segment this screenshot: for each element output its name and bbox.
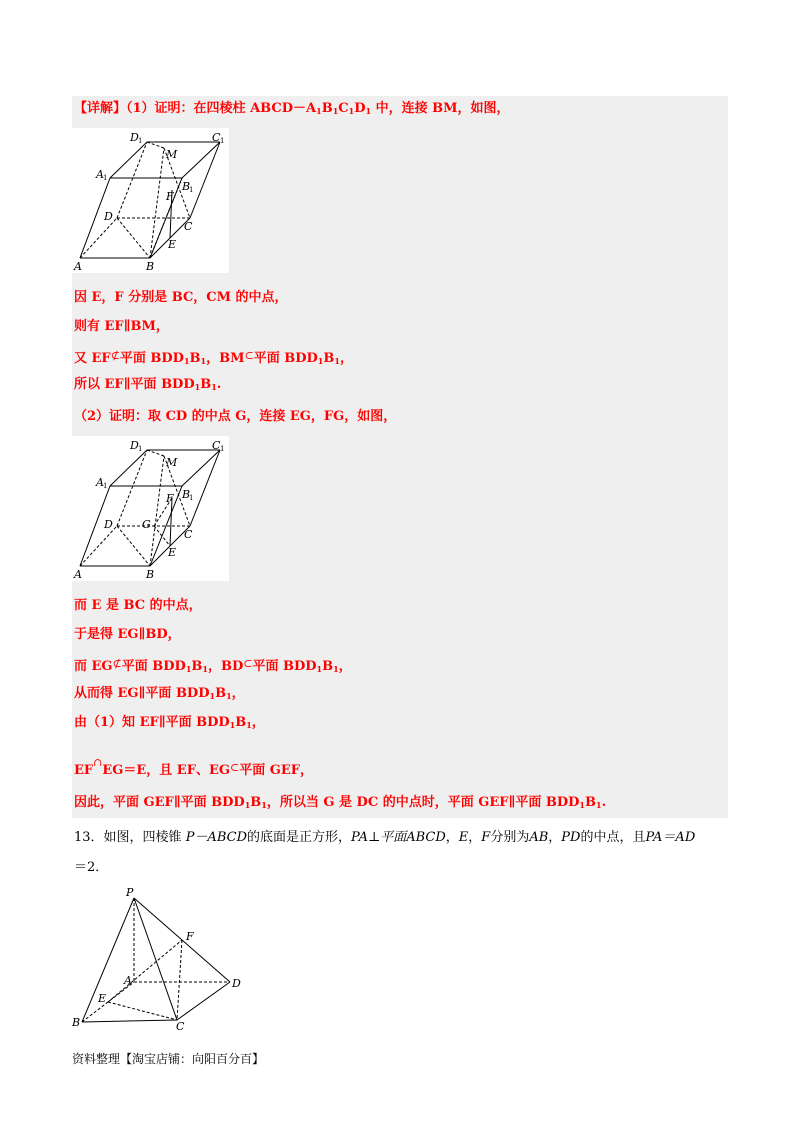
svg-text:A: A: [96, 168, 104, 181]
svg-text:C: C: [184, 220, 193, 233]
svg-text:D: D: [130, 131, 139, 144]
solution-header-line: 【详解】（1）证明：在四棱柱 $ABCD-A_1B_1C_1D_1$ 中，连接 BM，如图，: [74, 101, 510, 116]
svg-text:D: D: [104, 518, 113, 531]
svg-text:A: A: [124, 974, 132, 987]
svg-text:1: 1: [220, 445, 225, 453]
svg-text:1: 1: [138, 137, 143, 145]
solution-step-9: 由（1）知 EF∥平面 $BDD_1B_1$，: [74, 715, 265, 730]
solution-step-7: 而 EG⊄平面 $BDD_1B_1$，BD⊂平面 $BDD_1B_1$，: [74, 657, 352, 674]
svg-text:M: M: [166, 456, 178, 469]
svg-text:F: F: [166, 492, 174, 505]
prism-figure-2: [72, 436, 229, 581]
solution-step-1: 因 E，F 分别是 BC，CM 的中点，: [74, 290, 288, 305]
footer-note: 资料整理【淘宝店铺：向阳百分百】: [72, 1052, 265, 1066]
svg-text:A: A: [96, 476, 104, 489]
solution-step-4: 所以 EF∥平面 $BDD_1B_1$.: [74, 377, 222, 392]
svg-text:M: M: [166, 148, 178, 161]
svg-text:B: B: [72, 1016, 81, 1029]
svg-text:C: C: [184, 528, 193, 541]
svg-text:C: C: [212, 131, 221, 144]
solution-step-10: EF∩EG＝E，且 EF、EG⊂平面 GEF，: [74, 756, 313, 778]
svg-text:1: 1: [103, 482, 108, 490]
svg-text:E: E: [98, 992, 107, 1005]
svg-text:1: 1: [220, 137, 225, 145]
prism-figure-1: [72, 128, 229, 273]
svg-text:D: D: [130, 439, 139, 452]
solution-step-11: 因此，平面 GEF∥平面 $BDD_1B_1$，所以当 G 是 DC 的中点时，平面 GEF∥平面 $BDD_1B_1$.: [74, 795, 607, 810]
solution-step-3: 又 EF⊄平面 $BDD_1B_1$，BM⊂平面 $BDD_1B_1$，: [74, 349, 353, 366]
solution-part2-intro: （2）证明：取 CD 的中点 G，连接 EG，FG，如图，: [74, 409, 397, 424]
svg-text:B: B: [146, 260, 155, 273]
svg-text:1: 1: [189, 494, 194, 502]
problem-13-line-1: 13．如图，四棱锥 P－ABCD的底面是正方形，PA⊥平面ABCD，E，F分别为AB，PD的中点，且PA＝AD: [74, 830, 696, 845]
solution-step-6: 于是得 EG∥BD，: [74, 627, 181, 642]
svg-text:D: D: [104, 210, 113, 223]
svg-text:P: P: [126, 886, 134, 899]
svg-text:1: 1: [189, 186, 194, 194]
solution-step-2: 则有 EF∥BM，: [74, 319, 169, 334]
svg-text:1: 1: [103, 174, 108, 182]
svg-text:A: A: [74, 260, 82, 273]
svg-text:B: B: [182, 180, 191, 193]
solution-step-8: 从而得 EG∥平面 $BDD_1B_1$，: [74, 686, 245, 701]
solution-tag: 【详解】: [74, 101, 127, 116]
svg-text:D: D: [232, 977, 241, 990]
svg-text:A: A: [74, 568, 82, 581]
svg-text:1: 1: [138, 445, 143, 453]
svg-text:C: C: [176, 1020, 185, 1033]
svg-text:E: E: [168, 238, 177, 251]
solution-step-5: 而 E 是 BC 的中点，: [74, 598, 202, 613]
svg-text:F: F: [166, 190, 174, 203]
pyramid-figure: [72, 884, 252, 1034]
svg-text:B: B: [182, 488, 191, 501]
svg-text:C: C: [212, 439, 221, 452]
svg-text:B: B: [146, 568, 155, 581]
problem-13-line-2: ＝2．: [74, 860, 109, 875]
svg-text:G: G: [142, 518, 151, 531]
svg-text:E: E: [168, 546, 177, 559]
svg-text:F: F: [186, 930, 194, 943]
